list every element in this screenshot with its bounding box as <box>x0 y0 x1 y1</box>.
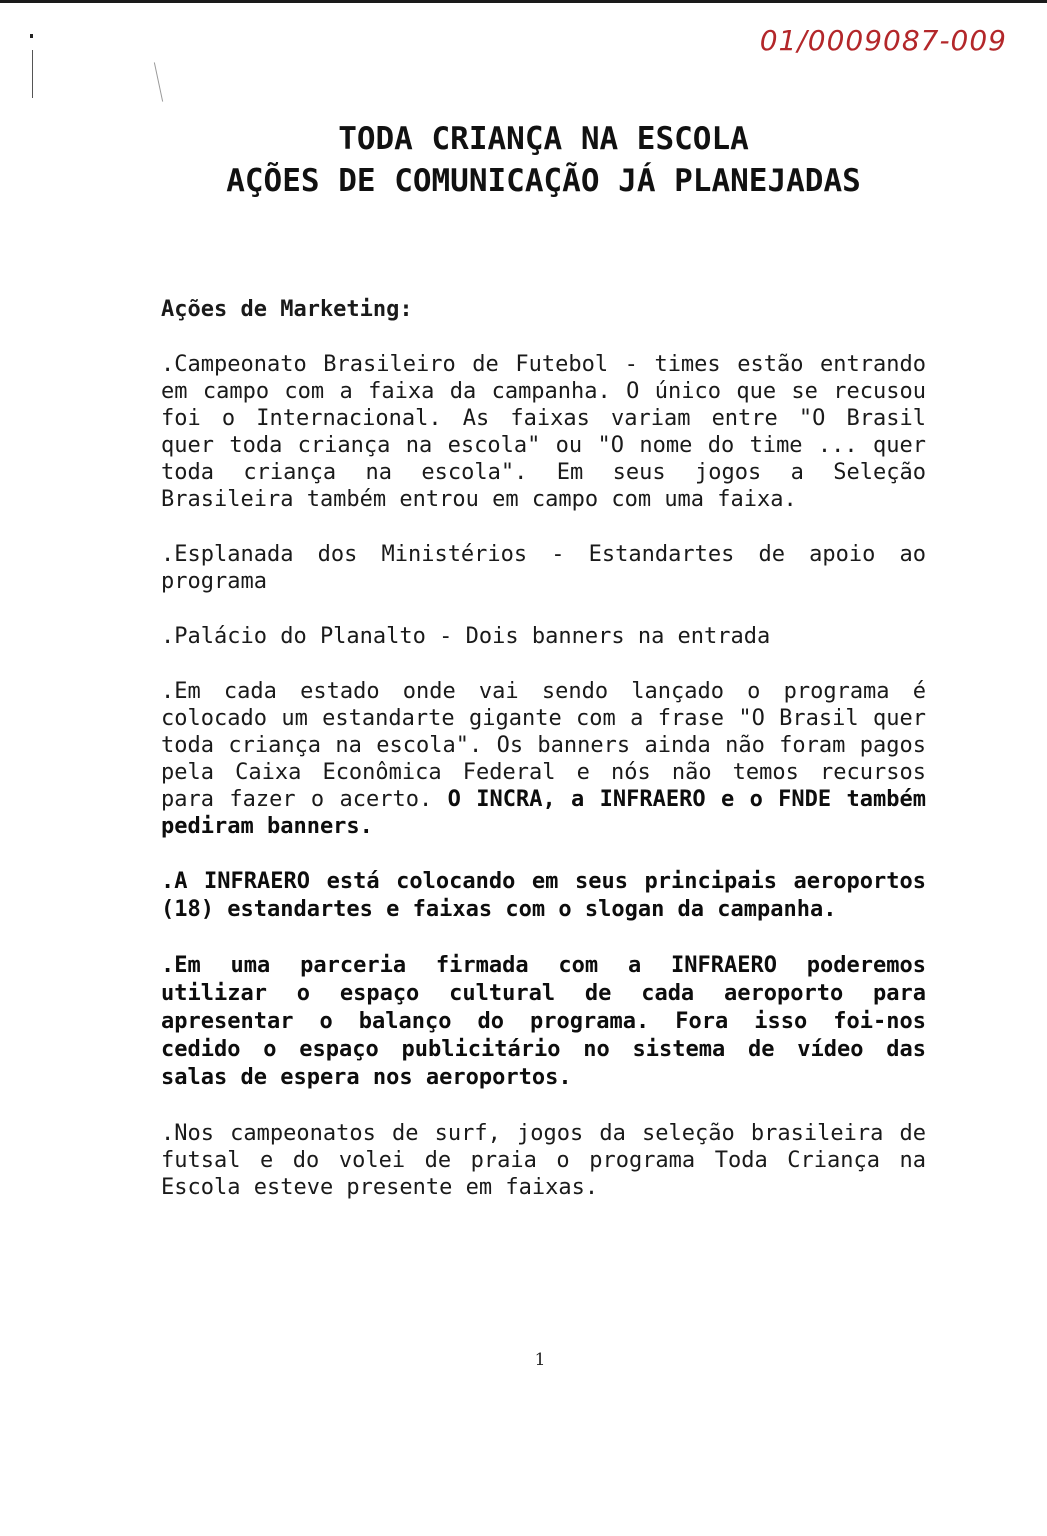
paragraph-planalto: .Palácio do Planalto - Dois banners na entrada <box>161 624 771 649</box>
title-line-1: TODA CRIANÇA NA ESCOLA <box>338 121 749 157</box>
archive-number-annotation: 01/0009087-009 <box>759 24 1007 57</box>
scan-mark-tick <box>154 62 163 101</box>
paragraph-campeonatos: .Nos campeonatos de surf, jogos da seleção brasileira de futsal e do volei de praia o programa Toda Criança na Escola esteve presente em faixas. <box>161 1121 926 1200</box>
page-number: 1 <box>534 1350 546 1370</box>
paragraph-estados <box>161 678 926 840</box>
scan-mark-line <box>32 50 33 98</box>
section-heading: Ações de Marketing: <box>161 297 413 322</box>
scan-mark-dot <box>30 34 33 38</box>
paragraph-futebol: .Campeonato Brasileiro de Futebol - times estão entrando em campo com a faixa da campanha. O único que se recusou foi o Internacional. As faixas variam entre "O Brasil quer toda criança na escola" ou "O nome do time ... quer toda criança na escola". Em seus jogos a Seleção Brasileira também entrou em campo com uma faixa. <box>161 352 926 512</box>
scan-top-edge <box>0 0 1047 3</box>
title-line-2: AÇÕES DE COMUNICAÇÃO JÁ PLANEJADAS <box>226 163 861 199</box>
paragraph-infraero-parceria: .Em uma parceria firmada com a INFRAERO poderemos utilizar o espaço cultural de cada aeroporto para apresentar o balanço do programa. Fora isso foi-nos cedido o espaço publicitário no sistema de vídeo das salas de espera nos aeroportos. <box>161 953 926 1090</box>
paragraph-estados-text: .Em cada estado onde vai sendo lançado o programa é colocado um estandarte gigante com a frase "O Brasil quer toda criança na escola". Os banners ainda não foram pagos pela Caixa Econômica Federal e nós não temos recursos para fazer o acerto. <box>161 679 926 812</box>
document-body <box>161 296 926 1229</box>
document-title <box>0 118 1047 202</box>
paragraph-infraero-aeroportos: .A INFRAERO está colocando em seus principais aeroportos (18) estandartes e faixas com o slogan da campanha. <box>161 869 926 922</box>
paragraph-estados-bold-text: O INCRA, a INFRAERO e o FNDE também pediram banners. <box>161 787 926 839</box>
paragraph-esplanada: .Esplanada dos Ministérios - Estandartes de apoio ao programa <box>161 542 926 594</box>
